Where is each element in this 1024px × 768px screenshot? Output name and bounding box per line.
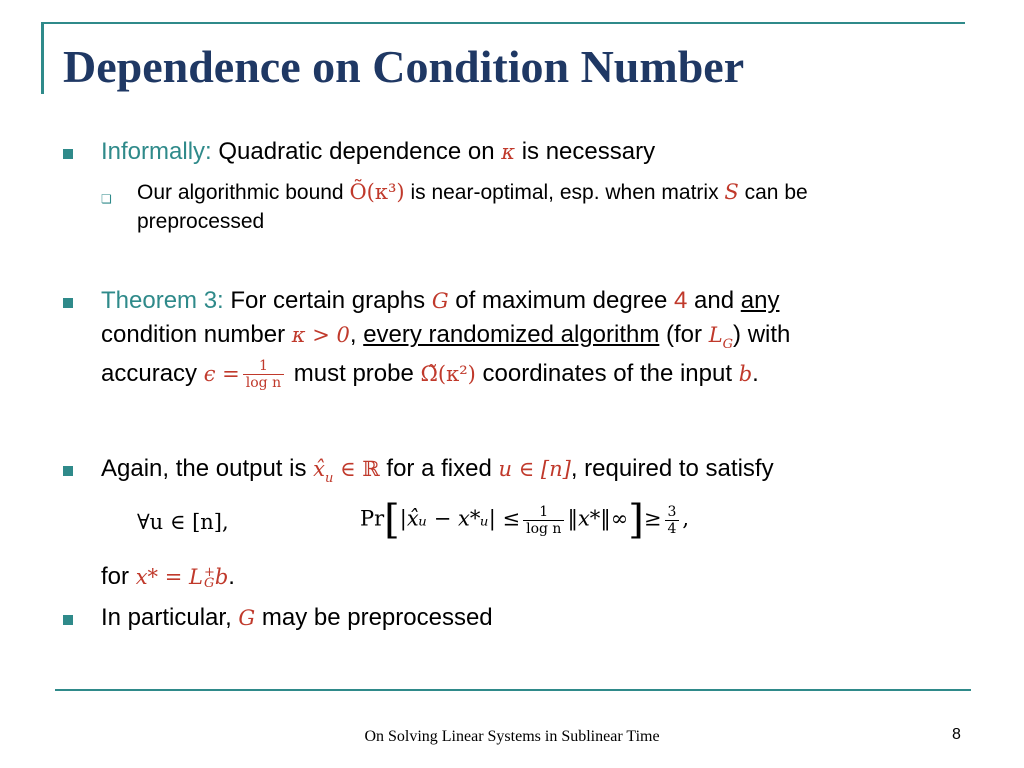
text: ) with: [733, 321, 791, 348]
frame-horizontal-rule: [41, 22, 965, 24]
matrix-s-symbol: S: [724, 180, 739, 204]
bullet-1: [101, 137, 655, 167]
kappa-symbol: κ: [501, 140, 516, 164]
superscript-plus: +: [203, 564, 215, 580]
page-number: 8: [952, 726, 961, 743]
text: Again, the output is: [101, 455, 314, 482]
infinity-norm: ‖x*‖∞: [567, 506, 629, 531]
bound-expression: Õ(κ³): [349, 180, 405, 204]
graph-g-symbol: G: [431, 289, 449, 313]
bullet-4: [101, 603, 493, 633]
display-probability: [360, 497, 690, 543]
bullet-2-line-1: [101, 286, 779, 316]
slide-title: Dependence on Condition Number: [63, 41, 745, 92]
laplacian-subscript: G: [722, 336, 734, 352]
sub-bullet-checkbox-icon: ❏: [101, 192, 112, 206]
text: of maximum degree: [448, 287, 675, 314]
xhat-symbol: x̂: [313, 457, 325, 481]
display-fraction: [523, 504, 564, 537]
sub-bullet-text-end: can be: [738, 181, 808, 204]
bullet-1-text: Quadratic dependence on: [211, 138, 502, 165]
pseudo-inverse-scripts: [203, 564, 215, 591]
bullet-square-icon: [63, 615, 73, 625]
text: (for: [659, 321, 709, 348]
bullet-1-lead: Informally:: [101, 138, 212, 165]
comma: ,: [682, 506, 690, 531]
error-expression: |x̂ᵤ − x*ᵤ| ≤: [399, 506, 521, 531]
input-b-symbol: b: [738, 361, 753, 386]
text: for: [101, 563, 136, 590]
sub-bullet-text: Our algorithmic bound: [137, 181, 350, 204]
bullet-square-icon: [63, 298, 73, 308]
fraction-numerator: 1: [243, 358, 284, 375]
u-membership: u ∈ [n]: [498, 457, 571, 481]
footer-rule: [55, 689, 971, 691]
bullet-2-line-2: [101, 320, 790, 360]
fraction-numerator: 1: [523, 504, 564, 521]
text: .: [752, 359, 759, 387]
graph-g-symbol: G: [238, 606, 256, 630]
right-bracket-icon: ]: [628, 497, 644, 543]
text: must probe: [287, 359, 421, 387]
text: , required to satisfy: [570, 455, 774, 482]
lower-bound-expression: Ω̃(κ²): [420, 361, 476, 386]
reals-symbol: ∈ ℝ: [333, 457, 380, 481]
fraction-denominator: log n: [526, 520, 562, 537]
footer-title: On Solving Linear Systems in Sublinear Time: [364, 728, 660, 745]
solution-expression: x* = L: [135, 565, 203, 589]
probability-fraction: [665, 504, 680, 537]
display-quantifier: ∀u ∈ [n],: [137, 510, 229, 534]
bullet-square-icon: [63, 149, 73, 159]
text: condition number: [101, 321, 292, 348]
fraction-denominator: log n: [245, 375, 282, 391]
bullet-3-line-1: [101, 454, 774, 494]
bullet-1-text-end: is necessary: [515, 138, 656, 165]
sub-bullet-1: [137, 178, 808, 207]
fraction-denominator: 4: [667, 520, 677, 537]
every-randomized-algorithm-underlined: every randomized algorithm: [363, 321, 660, 348]
pr-operator: Pr: [360, 506, 385, 531]
bullet-2-line-3: [101, 358, 759, 391]
fraction-numerator: 3: [665, 504, 680, 521]
text: In particular,: [101, 604, 239, 631]
text: and: [687, 287, 741, 314]
text: ,: [349, 321, 364, 348]
text: For certain graphs: [223, 287, 432, 314]
laplacian-symbol: L: [708, 323, 723, 347]
text: coordinates of the input: [475, 359, 739, 387]
bullet-2-lead: Theorem 3:: [101, 287, 224, 314]
frame-vertical-rule: [41, 22, 44, 94]
input-b-symbol: b: [214, 565, 229, 589]
text: for a fixed: [379, 455, 499, 482]
bullet-3-line-3: [101, 562, 235, 592]
left-bracket-icon: [: [384, 497, 400, 543]
subscript-g: G: [203, 575, 215, 591]
epsilon-expression: ϵ =: [203, 361, 240, 386]
sub-bullet-text-mid: is near-optimal, esp. when matrix: [404, 181, 725, 204]
any-underlined: any: [740, 287, 780, 314]
text: accuracy: [101, 359, 204, 387]
sub-bullet-1-line-2: preprocessed: [137, 210, 265, 233]
xhat-subscript: u: [325, 470, 334, 486]
text: may be preprocessed: [255, 604, 493, 631]
condition-expression: κ > 0: [291, 323, 350, 347]
period: .: [228, 563, 235, 590]
accuracy-fraction: [243, 358, 284, 391]
max-degree-value: 4: [674, 287, 688, 314]
geq-symbol: ≥: [643, 506, 662, 531]
bullet-square-icon: [63, 466, 73, 476]
